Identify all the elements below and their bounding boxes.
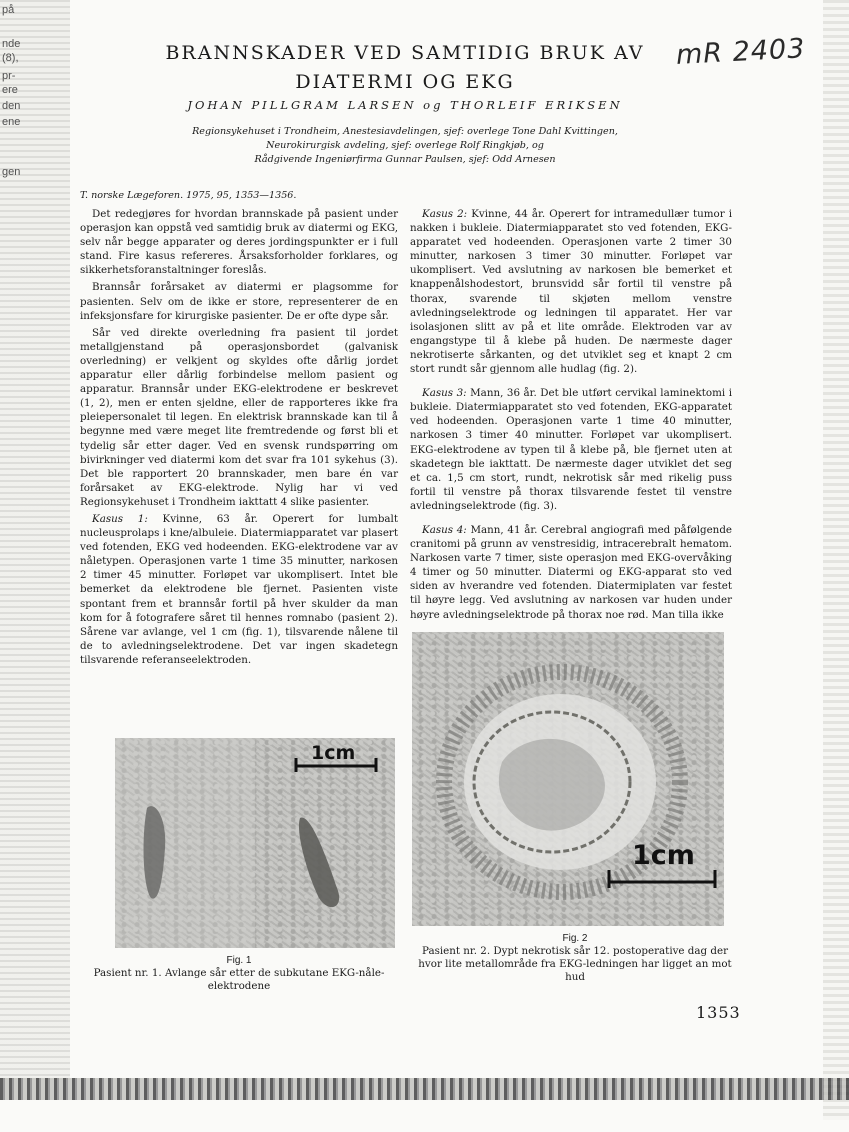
page-number: 1353 (696, 1003, 741, 1022)
scanned-right-margin (823, 0, 849, 1120)
case-text: Kvinne, 63 år. Operert for lumbalt nucleusprolaps i kne/albuleie. Diatermiapparatet var plasert ved fotenden, EKG ved hodeenden. EKG-elektrodene var av nåletypen. Operasjonen varte 1 time 35 minutter, narkosen 2 timer 45 minutter. Forløpet var ukomplisert. Intet ble bemerket da elektrodene ble fjernet. Pasienten viste spontant frem et brannsår fortil på hver skulder da man kom for å fotografere såret til hennes romnabo (pasient 2). Sårene var avlange, vel 1 cm (fig. 1), tilsvarende nålene til de to avledningselektrodene. Det var ingen skadetegn tilsvarende referanseelektroden. (80, 512, 398, 666)
case-label: Kasus 1: (92, 512, 148, 525)
article-title (120, 39, 690, 97)
right-column (410, 207, 732, 632)
scan-bottom-strip (0, 1078, 849, 1100)
figure-2-title: Fig. 2 (562, 933, 588, 944)
margin-fragment: ene (2, 116, 21, 128)
title-line-2: DIATERMI OG EKG (295, 70, 515, 93)
case-paragraph-1 (80, 512, 398, 667)
figure-1-caption (80, 954, 398, 993)
figure-1-title: Fig. 1 (226, 955, 252, 966)
case-text: Mann, 41 år. Cerebral angiografi med påfølgende cranitomi på grunn av venstresidig, intracerebralt hematom. Narkosen varte 7 timer, siste operasjon med EKG-overvåking 4 timer og 50 minutter. Diatermi og EKG-apparat sto ved siden av hverandre ved fotenden. Diatermiplaten var festet til høyre legg. Ved avslutning av narkosen var huden under høyre avledningselektrode på thorax noe rød. Man tilla ikke (410, 523, 733, 621)
body-paragraph: Brannsår forårsaket av diatermi er plagsomme for pasienten. Selv om de ikke er store, representerer de en infeksjonsfare for kirurgiske pasienter. De er ofte dype sår. (80, 281, 398, 322)
margin-fragment: den (2, 100, 21, 112)
title-line-1: BRANNSKADER VED SAMTIDIG BRUK AV (165, 41, 645, 64)
journal-citation: T. norske Lægeforen. 1975, 95, 1353—1356. (80, 190, 297, 201)
margin-fragment: nde (2, 38, 21, 50)
case-label: Kasus 4: (422, 523, 467, 536)
affiliation-line: Regionsykehuset i Trondheim, Anestesiavdelingen, sjef: overlege Tone Dahl Kvittingen, (192, 126, 618, 137)
affiliation-line: Neurokirurgisk avdeling, sjef: overlege Rolf Ringkjøb, og (266, 140, 544, 151)
body-paragraph: Sår ved direkte overledning fra pasient til jordet metallgjenstand på operasjonsbordet (galvanisk overledning) er velkjent og skyldes ofte dårlig jordet apparatur eller dårlig forbindelse mellom pasient og apparatur. Brannsår under EKG-elektrodene er beskrevet (1, 2), men er enten sjeldne, eller de rapporteres ikke fra pleiepersonalet til legen. En elektrisk brannskade kan til å begynne med være meget lite fremtredende og først bli et tydelig sår etter dager. Ved en svensk rundspørring om bivirkninger ved diatermi kom det svar fra 101 sykehus (3). Det ble rapportert 20 brannskader, men bare én var forårsaket av EKG-elektrode. Nylig har vi ved Regionsykehuset i Trondheim iakttatt 4 slike pasienter. (80, 326, 398, 508)
case-paragraph-4 (410, 523, 732, 622)
case-text: Kvinne, 44 år. Operert for intramedullær tumor i nakken i bukleie. Diatermiapparatet sto ved fotenden, EKG-apparatet ved hodeenden. Operasjonen varte 2 timer 30 minutter, narkosen 3 timer 30 minutter. Forløpet var ukomplisert. Ved avslutning av narkosen ble bemerket et knappenålshodestort, brunsvidd sår fortil til venstre på thorax, svarende til skjøten mellom venstre avledningselektrode og ledningen til apparatet. Her var isolasjonen slitt av på et lite område. Elektroden var av engangstype til å klebe på huden. De nærmeste dager nekrotiserte sårkanten, og det utviklet seg et knapt 2 cm stort rundt sår gjennom alle hudlag (fig. 2). (410, 208, 732, 376)
figure-2-caption-text: Pasient nr. 2. Dypt nekrotisk sår 12. postoperative dag der hvor lite metallområde fra EKG-ledningen har ligget an mot hud (418, 945, 732, 983)
handwritten-stamp: mR 2403 (675, 33, 807, 71)
affiliations (120, 125, 690, 167)
case-label: Kasus 3: (422, 387, 467, 400)
margin-fragment: på (2, 4, 15, 16)
margin-fragment: gen (2, 166, 21, 178)
affiliation-line: Rådgivende Ingeniørfirma Gunnar Paulsen, sjef: Odd Arnesen (254, 154, 556, 165)
figure-1-caption-text: Pasient nr. 1. Avlange sår etter de subkutane EKG-nåle-elektrodene (93, 967, 385, 992)
figure-1-photo (115, 738, 395, 948)
body-paragraph: Det redegjøres for hvordan brannskade på pasient under operasjon kan oppstå ved samtidig bruk av diatermi og EKG, selv når begge apparater og deres jordingspunkter er i full stand. Fire kasus refereres. Årsaksforholder forklares, og sikkerhetsforanstaltninger foreslås. (80, 208, 398, 277)
margin-fragment: pr- (2, 70, 16, 82)
figure-2-scale-label: 1cm (632, 840, 695, 871)
left-column (80, 207, 398, 670)
figure-2-wound (412, 632, 724, 926)
authors: JOHAN PILLGRAM LARSEN og THORLEIF ERIKSEN (187, 98, 623, 112)
figure-1-wounds (115, 738, 395, 948)
case-label: Kasus 2: (422, 208, 468, 220)
margin-fragment: (8), (2, 52, 19, 64)
case-text: Mann, 36 år. Det ble utført cervikal laminektomi i bukleie. Diatermiapparatet sto ved fotenden, EKG-apparatet ved hodeenden. Operasjonen varte 1 time 40 minutter, narkosen 3 timer 40 minutter. Forløpet var ukomplisert. EKG-elektrodene av typen til å klebe på, ble fjernet uten at skadetegn ble iakttatt. De nærmeste dager utviklet det seg et ca. 1,5 cm stort, rundt, nekrotisk sår med rikelig puss fortil til venstre på thorax tilsvarende festet til venstre avledningselektrode (fig. 3). (410, 387, 732, 512)
case-paragraph-2 (410, 207, 732, 376)
figure-1-scale-label: 1cm (311, 742, 356, 764)
margin-fragment: ere (2, 84, 18, 96)
figure-2-photo (412, 632, 724, 926)
case-paragraph-3 (410, 386, 732, 513)
scanned-left-margin (0, 0, 70, 1080)
figure-2-caption (410, 932, 740, 984)
